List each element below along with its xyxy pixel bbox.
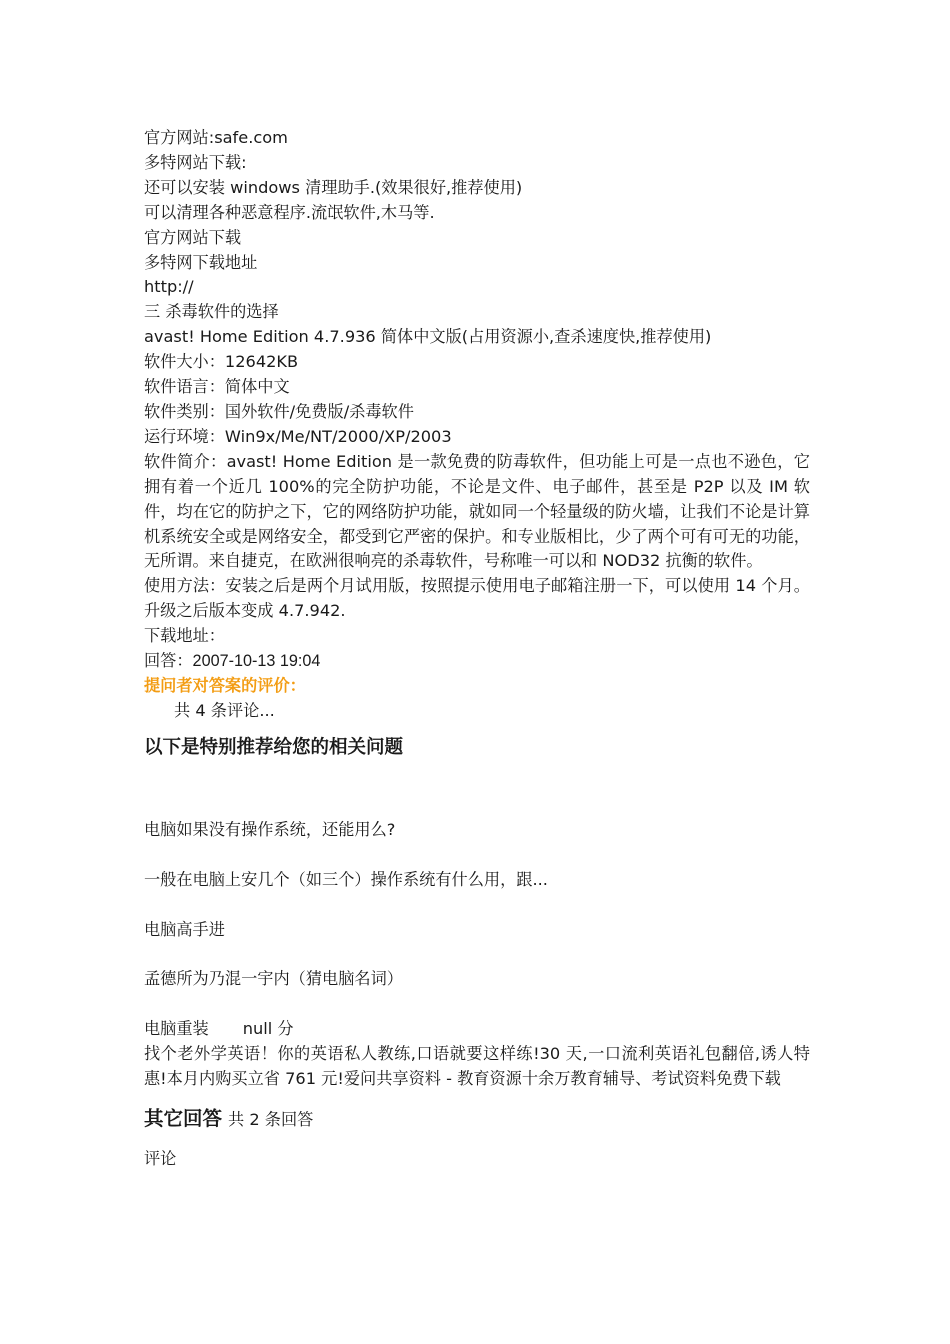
intro-block xyxy=(144,126,810,450)
download-address-label: 下载地址： xyxy=(144,626,225,646)
advertisement-text[interactable]: 找个老外学英语！你的英语私人教练,口语就要这样练!30 天,一口流利英语礼包翻倍,诱人特惠!本月内购买立省 761 元!爱问共享资料 - 教育资源十余万教育辅导、考试资料免费下载 xyxy=(144,1044,810,1089)
other-answers-header xyxy=(144,1106,810,1133)
related-question-link[interactable]: 电脑高手进 xyxy=(144,919,225,939)
answer-content xyxy=(144,126,810,1172)
official-download-link[interactable]: 官方网站下载 xyxy=(144,227,242,247)
asker-rating-title: 提问者对答案的评价： xyxy=(144,676,306,695)
software-size-line: 软件大小：12642KB xyxy=(144,352,299,372)
comments-count-link[interactable]: 共 4 条评论... xyxy=(174,700,275,720)
usage-instructions: 使用方法：安装之后是两个月试用版，按照提示使用电子邮箱注册一下，可以使用 14 个月。升级之后版本变成 4.7.942. xyxy=(144,576,810,621)
software-environment-line: 运行环境：Win9x/Me/NT/2000/XP/2003 xyxy=(144,426,452,446)
duote-download-line: 多特网站下载: xyxy=(144,152,247,172)
cleaner-description-line: 可以清理各种恶意程序.流氓软件,木马等. xyxy=(144,202,435,222)
related-questions-list xyxy=(144,818,810,1043)
antivirus-section-heading: 三 杀毒软件的选择 xyxy=(144,302,279,322)
question-score: null 分 xyxy=(242,1019,294,1039)
other-answers-title: 其它回答 xyxy=(144,1107,223,1131)
related-question-link[interactable]: 电脑重装 xyxy=(144,1019,209,1039)
comment-link[interactable]: 评论 xyxy=(144,1149,177,1169)
duote-download-link[interactable]: 多特网下载地址 xyxy=(144,252,258,272)
related-questions-title: 以下是特别推荐给您的相关问题 xyxy=(144,736,404,758)
cleaner-recommend-line: 还可以安装 windows 清理助手.(效果很好,推荐使用) xyxy=(144,177,523,197)
other-answers-count: 共 2 条回答 xyxy=(228,1110,314,1130)
software-language-line: 软件语言：简体中文 xyxy=(144,377,290,397)
related-question-link[interactable]: 一般在电脑上安几个（如三个）操作系统有什么用，跟... xyxy=(144,869,548,889)
related-question-item xyxy=(144,1017,810,1042)
related-question-link[interactable]: 电脑如果没有操作系统，还能用么? xyxy=(144,819,396,839)
software-category-line: 软件类别：国外软件/免费版/杀毒软件 xyxy=(144,401,414,421)
avast-title-line: avast! Home Edition 4.7.936 简体中文版(占用资源小,查杀速度快,推荐使用) xyxy=(144,327,712,347)
official-site-line: 官方网站:safe.com xyxy=(144,128,288,147)
answer-timestamp: 回答：2007-10-13 19:04 xyxy=(144,652,321,671)
related-question-link[interactable]: 孟德所为乃混一宇内（猜电脑名词） xyxy=(144,969,403,989)
http-link[interactable]: http:// xyxy=(144,277,194,297)
software-description: 软件简介：avast! Home Edition 是一款免费的防毒软件，但功能上可是一点也不逊色，它拥有着一个近几 100%的完全防护功能，不论是文件、电子邮件，甚至是 P2P 以及 IM 软件，均在它的防护之下，它的网络防护功能，就如同一个轻量级的防火墙，让我们不论是计算机系统安全或是网络安全，都受到它严密的保护。和专业版相比，少了两个可有可无的功能，无所谓。来自捷克，在欧洲很响亮的杀毒软件，号称唯一可以和 NOD32 抗衡的软件。 xyxy=(144,451,810,571)
